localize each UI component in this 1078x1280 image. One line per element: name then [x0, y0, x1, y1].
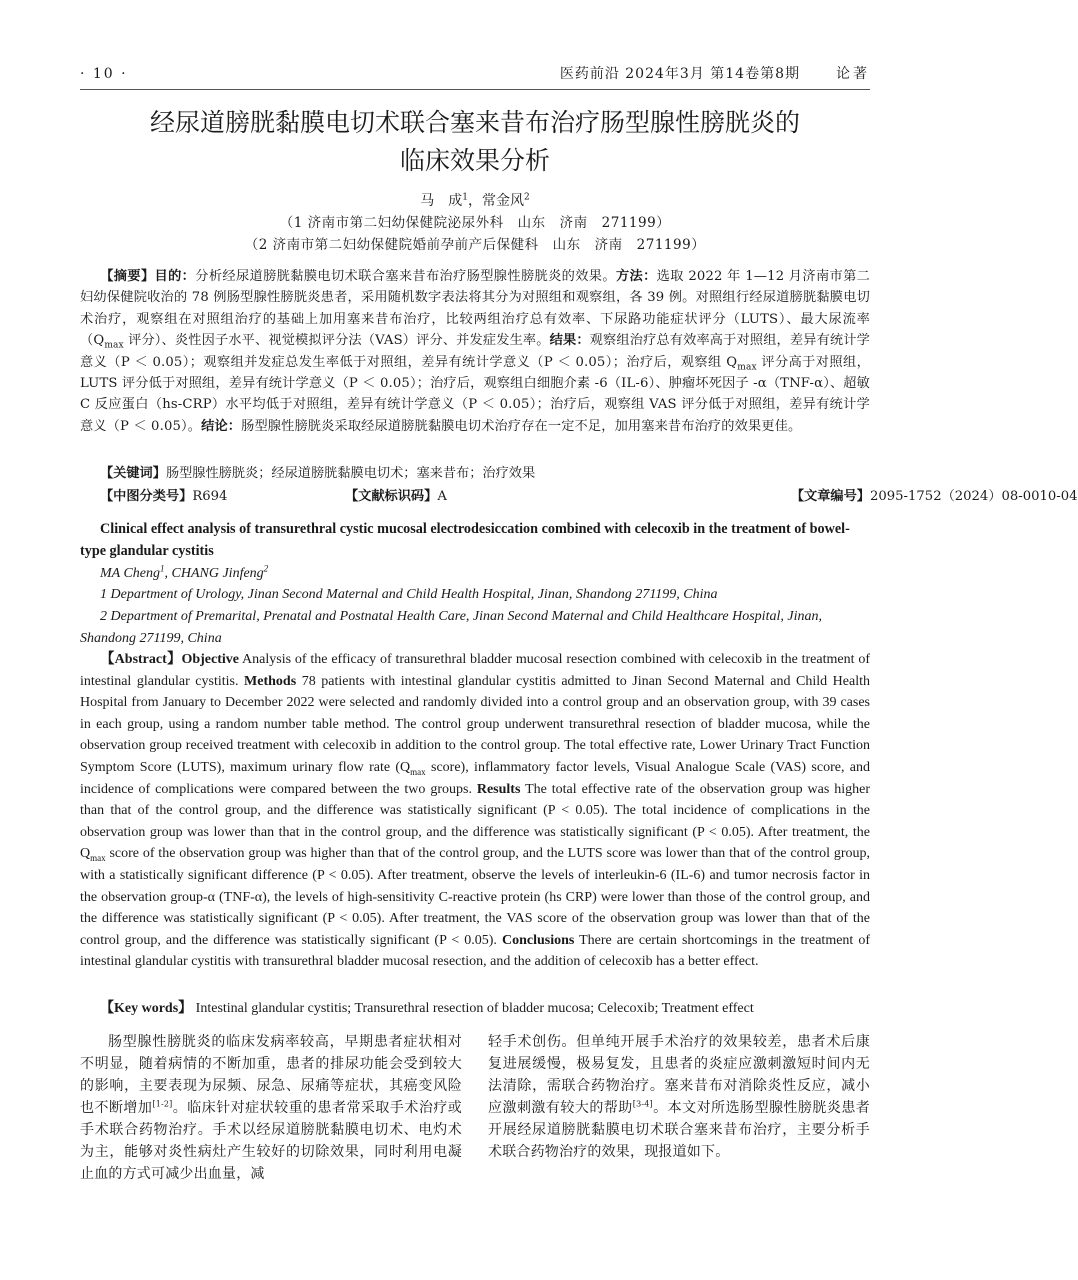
conclusion-label: 结论： [201, 418, 242, 434]
body-left-text-cont: 。临床针对症状较重的患者常采取手术治疗或手术联合药物治疗。手术以经尿道膀胱黏膜电切术、电灼术为主，能够对炎性病灶产生较好的切除效果，同时利用电凝止血的方式可减少出血量，减 [80, 1100, 462, 1182]
en-results-text-cont: score of the observation group was higher than that of the control group, and the LUTS score was lower than that of the control group, with a statistically significant difference (P < 0.05). After treatment, observe the levels of interleukin-6 (IL-6) and tumor necrosis factor in the observation group-α (TNF-α), the levels of high-sensitivity C-reactive protein (hs CRP) were lower than those of the control group, and the difference was statistically significant (P < 0.05). After treatment, the VAS score of the observation group was lower than that of the control group, and the difference was statistically significant (P < 0.05). [80, 846, 870, 948]
author-1: 马 成 [420, 193, 463, 209]
conclusion-text: 肠型腺性膀胱炎采取经尿道膀胱黏膜电切术治疗存在一定不足，加用塞来昔布治疗的效果更佳。 [241, 418, 802, 434]
doc-value: A [437, 489, 447, 504]
art-value: 2095-1752（2024）08-0010-04 [870, 489, 1078, 504]
english-keywords [100, 998, 870, 1020]
en-methods-text-cont: score), inflammatory factor levels, Visual Analogue Scale (VAS) score, and incidence of complications were compared between the two groups. [80, 759, 870, 797]
qmax-subscript: max [104, 340, 124, 351]
en-methods-label: Methods [244, 673, 297, 689]
results-text-cont: 评分高于对照组，LUTS 评分低于对照组，差异有统计学意义（P ＜ 0.05）；治疗后，观察组白细胞介素 -6（IL-6）、肿瘤坏死因子 -α（TNF-α）、超敏 C 反应蛋白（hs-CRP）水平均低于对照组，差异有统计学意义（P ＜ 0.05）；治疗后，观察组 VAS 评分低于对照组，差异有统计学意义（P ＜ 0.05）。 [80, 354, 871, 434]
en-objective-text: Analysis of the efficacy of transurethral bladder mucosal resection combined with celecoxib in the treatment of intestinal glandular cystitis. [80, 652, 870, 689]
abstract-label: 【摘要】 [100, 269, 155, 284]
en-author-2-affil: 2 [263, 563, 269, 574]
article-page [80, 0, 1078, 1280]
en-methods-text: 78 patients with intestinal glandular cystitis admitted to Jinan Second Maternal and Child Health Hospital from January to December 2022 were selected and randomly divided into a control group and an observation group, with 39 cases in each group, using a random number table method. The control group underwent transurethral resection of bladder mucosa, while the observation group received treatment with celecoxib in addition to the control group. The total effective rate, Lower Urinary Tract Function Symptom Score (LUTS), maximum urinary flow rate (Q [80, 673, 870, 775]
results-text: 观察组治疗总有效率高于对照组，差异有统计学意义（P ＜ 0.05）；观察组并发症总发生率低于对照组，差异有统计学意义（P ＜ 0.05）；治疗后，观察组 Q [80, 333, 870, 370]
doc-code [345, 486, 447, 507]
doc-label: 【文献标识码】 [345, 489, 438, 504]
running-header [80, 62, 870, 86]
author-separator: ， [468, 193, 482, 209]
en-conclusions-label: Conclusions [501, 932, 575, 948]
header-divider [80, 89, 870, 90]
keywords-text: 肠型腺性膀胱炎；经尿道膀胱黏膜电切术；塞来昔布；治疗效果 [165, 466, 536, 481]
clc-value: R694 [192, 489, 228, 504]
clc-label: 【中图分类号】 [100, 489, 193, 504]
en-qmax-subscript: max [410, 766, 426, 777]
article-title [80, 104, 870, 180]
author-2-affil: 2 [524, 192, 530, 203]
en-author-2: CHANG Jinfeng [171, 566, 264, 581]
body-left-text: 肠型腺性膀胱炎的临床发病率较高，早期患者症状相对不明显，随着病情的不断加重，患者的排尿功能会受到较大的影响，主要表现为尿频、尿急、尿痛等症状，其癌变风险也不断增加 [80, 1034, 462, 1116]
en-keywords-text: Intestinal glandular cystitis; Transurethral resection of bladder mucosa; Celecoxib; Treatment effect [192, 1001, 754, 1016]
author-2: 常金风 [482, 193, 524, 209]
english-affiliation-2: 2 Department of Premarital, Prenatal and Postnatal Health Care, Jinan Second Maternal and Child Healthcare Hospital, Jinan, Shandong 271199, China [80, 609, 822, 646]
methods-text-cont: 评分）、炎性因子水平、视觉模拟评分法（VAS）评分、并发症发生率。 [123, 333, 550, 349]
author-1-affil: 1 [462, 192, 468, 203]
body-right-text-cont: 。本文对所选肠型腺性膀胱炎患者开展经尿道膀胱黏膜电切术联合塞来昔布治疗，主要分析手术联合药物治疗的效果，现报道如下。 [488, 1100, 870, 1160]
english-abstract [80, 649, 870, 973]
citation-3-4: [3-4] [632, 1099, 653, 1109]
results-label: 结果： [549, 333, 590, 349]
clc-number [100, 486, 228, 507]
body-column-right [488, 1031, 870, 1163]
article-number [790, 486, 1078, 507]
title-line-2: 临床效果分析 [399, 146, 550, 175]
objective-text: 分析经尿道膀胱黏膜电切术联合塞来昔布治疗肠型腺性膀胱炎的效果。 [195, 269, 616, 284]
en-conclusions-text: There are certain shortcomings in the treatment of intestinal glandular cystitis with transurethral bladder mucosal resection, and the addition of celecoxib has a better effect. [80, 932, 870, 970]
english-affiliation-1: 1 Department of Urology, Jinan Second Maternal and Child Health Hospital, Jinan, Shandong 271199, China [100, 587, 718, 602]
body-right-text: 轻手术创伤。但单纯开展手术治疗的效果较差，患者术后康复进展缓慢，极易复发，且患者的炎症应激刺激短时间内无法清除，需联合药物治疗。塞来昔布对消除炎性反应，减小应激刺激有较大的帮助 [488, 1034, 870, 1116]
keywords-label: 【关键词】 [100, 466, 166, 481]
section-label: 论著 [836, 66, 870, 82]
en-author-1: MA Cheng [100, 566, 161, 581]
en-objective-label: Objective [181, 652, 239, 667]
author-list [80, 191, 870, 211]
citation-1-2: [1-2] [152, 1099, 173, 1109]
qmax-subscript: max [737, 362, 757, 373]
chinese-keywords [100, 463, 870, 484]
en-author-1-affil: 1 [160, 563, 165, 574]
objective-label: 目的： [154, 269, 196, 284]
journal-info: 医药前沿 2024年3月 第14卷第8期 [559, 66, 800, 82]
affiliation-1: （1 济南市第二妇幼保健院泌尿外科 山东 济南 271199） [279, 215, 671, 231]
title-line-1: 经尿道膀胱黏膜电切术联合塞来昔布治疗肠型腺性膀胱炎的 [149, 108, 800, 137]
en-author-separator: , [164, 566, 172, 581]
en-results-text: The total effective rate of the observation group was higher than that of the control group, and the difference was statistically significant (P < 0.05). The total incidence of complications in the observation group was lower than that in the control group, and the difference was statistically significant (P < 0.05). After treatment, the Q [80, 781, 870, 862]
body-column-left [80, 1031, 462, 1185]
en-qmax-subscript: max [90, 853, 106, 864]
en-abstract-label: 【Abstract】 [100, 652, 182, 667]
en-results-label: Results [476, 781, 521, 797]
english-authors [80, 563, 870, 585]
methods-label: 方法： [615, 269, 657, 284]
english-title: Clinical effect analysis of transurethral cystic mucosal electrodesiccation combined with celecoxib in the treatment of bowel-type glandular cystitis [80, 521, 850, 559]
affiliation-2: （2 济南市第二妇幼保健院婚前孕前产后保健科 山东 济南 271199） [244, 237, 706, 253]
chinese-abstract [80, 266, 870, 437]
en-keywords-label: 【Key words】 [100, 1001, 193, 1016]
art-label: 【文章编号】 [790, 489, 870, 504]
methods-text: 选取 2022 年 1—12 月济南市第二妇幼保健院收治的 78 例肠型腺性膀胱炎患者，采用随机数字表法将其分为对照组和观察组，各 39 例。对照组行经尿道膀胱黏膜电切术治疗，观察组在对照组治疗的基础上加用塞来昔布治疗，比较两组治疗总有效率、下尿路功能症状评分（LUTS）、最大尿流率（Q [80, 269, 870, 349]
page-number: · 10 · [80, 66, 128, 82]
classification-row [100, 486, 1078, 507]
